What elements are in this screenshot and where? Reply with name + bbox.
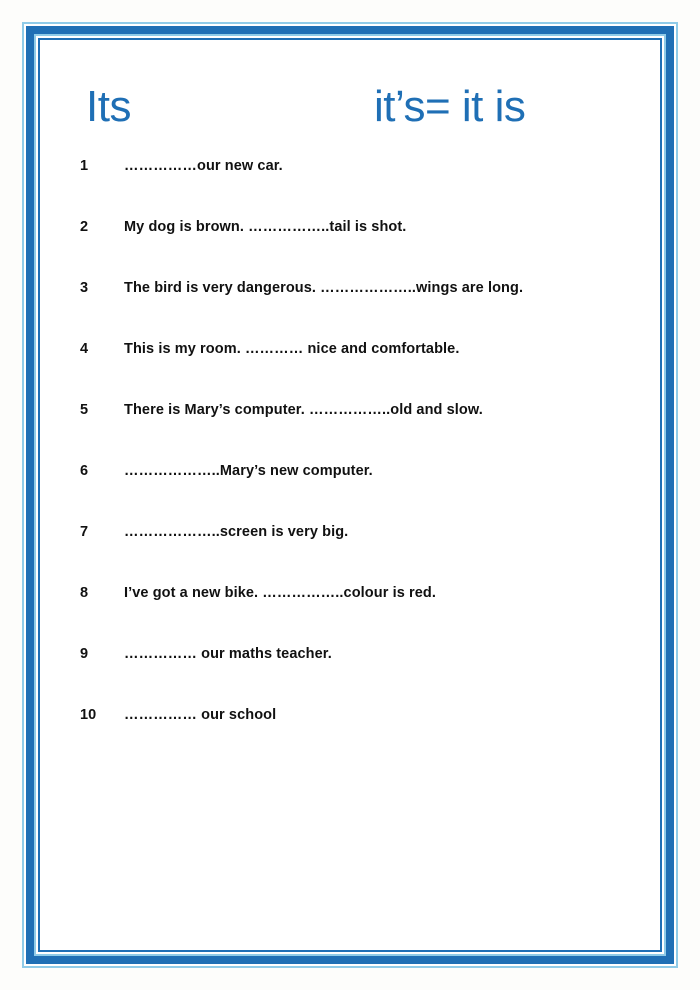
item-number: 9 xyxy=(80,646,89,662)
list-item xyxy=(80,707,652,768)
item-number: 6 xyxy=(80,463,89,479)
item-text: There is Mary’s computer. ……………..old and slow. xyxy=(124,402,483,418)
item-number: 3 xyxy=(80,280,89,296)
item-number: 8 xyxy=(80,585,89,601)
list-item xyxy=(80,524,652,585)
list-item xyxy=(80,463,652,524)
heading-its: Its xyxy=(86,82,131,131)
item-number: 2 xyxy=(80,219,89,235)
item-text: My dog is brown. ……………..tail is shot. xyxy=(124,219,407,235)
exercise-list xyxy=(80,158,652,768)
list-item xyxy=(80,646,652,707)
item-number: 5 xyxy=(80,402,89,418)
item-text: ……………our new car. xyxy=(124,158,283,174)
item-text: ………………..screen is very big. xyxy=(124,524,349,540)
item-text: This is my room. ………… nice and comfortable. xyxy=(124,341,460,357)
item-text: …………… our maths teacher. xyxy=(124,646,332,662)
item-number: 4 xyxy=(80,341,89,357)
worksheet-content xyxy=(40,40,660,950)
list-item xyxy=(80,219,652,280)
list-item xyxy=(80,402,652,463)
item-text: …………… our school xyxy=(124,707,277,723)
list-item xyxy=(80,585,652,646)
heading-its-is: it’s= it is xyxy=(374,82,526,131)
list-item xyxy=(80,280,652,341)
list-item xyxy=(80,158,652,219)
item-number: 1 xyxy=(80,158,89,174)
item-text: I’ve got a new bike. ……………..colour is red. xyxy=(124,585,436,601)
list-item xyxy=(80,341,652,402)
item-number: 7 xyxy=(80,524,89,540)
item-number: 10 xyxy=(80,707,97,723)
heading-row xyxy=(86,78,606,140)
item-text: ………………..Mary’s new computer. xyxy=(124,463,373,479)
item-text: The bird is very dangerous. ………………..wings are long. xyxy=(124,280,524,296)
